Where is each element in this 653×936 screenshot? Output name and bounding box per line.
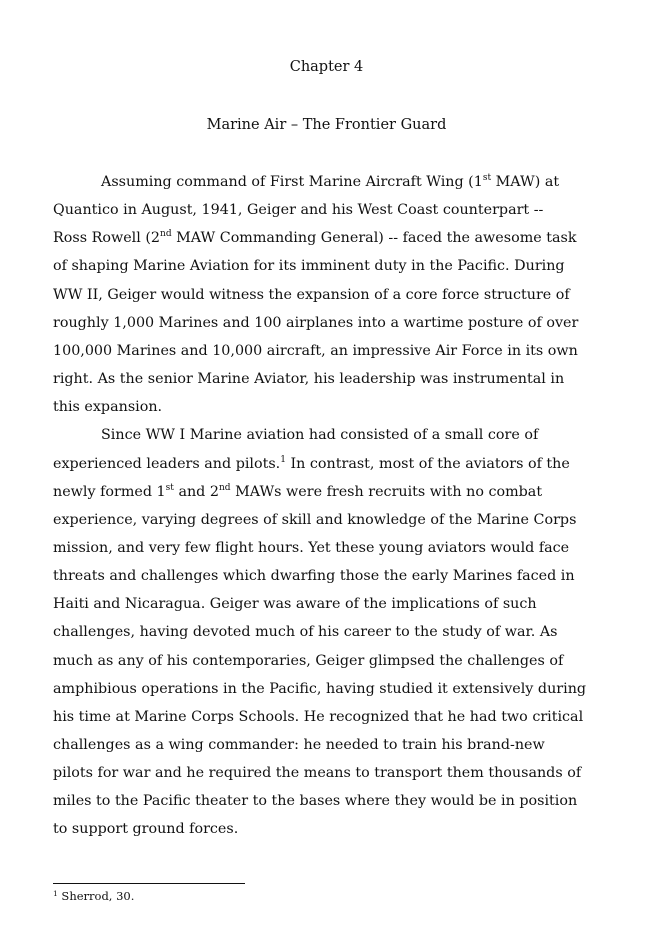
- text-line: [53, 707, 583, 727]
- text-segment: newly formed 1: [53, 483, 166, 500]
- text-segment: right. As the senior Marine Aviator, his leadership was instrumental in: [53, 371, 565, 388]
- text-line: [53, 735, 545, 755]
- text-segment: mission, and very few flight hours. Yet these young aviators would face: [53, 539, 570, 556]
- text-segment: 100,000 Marines and 10,000 aircraft, an impressive Air Force in its own: [53, 342, 578, 359]
- text-line: [53, 482, 542, 502]
- text-segment: miles to the Pacific theater to the bases where they would be in position: [53, 793, 578, 810]
- text-segment: MAW Commanding General) -- faced the awesome task: [171, 230, 577, 247]
- footnote-mark: 1: [53, 889, 58, 898]
- text-line: [53, 819, 238, 839]
- text-line: [53, 341, 578, 361]
- text-segment: of shaping Marine Aviation for its imminent duty in the Pacific. During: [53, 258, 565, 275]
- footnote-divider: [53, 883, 245, 884]
- text-line: [53, 256, 565, 276]
- text-line: [53, 594, 537, 614]
- text-line: [53, 679, 586, 699]
- text-segment: to support ground forces.: [53, 821, 239, 838]
- text-segment: Ross Rowell (2: [53, 230, 161, 247]
- superscript: nd: [160, 229, 172, 240]
- text-line: [53, 200, 543, 220]
- text-segment: WW II, Geiger would witness the expansion of a core force structure of: [53, 286, 570, 303]
- text-segment: threats and challenges which dwarfing those the early Marines faced in: [53, 568, 575, 585]
- text-line: [53, 791, 577, 811]
- footnote-text: Sherrod, 30.: [57, 889, 135, 903]
- text-line: [53, 538, 569, 558]
- superscript: st: [482, 173, 492, 183]
- text-segment: MAWs were fresh recruits with no combat: [230, 483, 543, 500]
- chapter-title: Marine Air – The Frontier Guard: [206, 117, 447, 133]
- text-segment: In contrast, most of the aviators of the: [285, 455, 570, 472]
- text-segment: Since WW I Marine aviation had consisted of a small core of: [101, 427, 539, 444]
- text-segment: Assuming command of First Marine Aircraft Wing (1: [101, 174, 483, 190]
- superscript: 1: [280, 454, 286, 465]
- text-segment: experience, varying degrees of skill and knowledge of the Marine Corps: [53, 511, 577, 528]
- text-segment: his time at Marine Corps Schools. He recognized that he had two critical: [53, 708, 584, 725]
- text-segment: amphibious operations in the Pacific, having studied it extensively during: [53, 680, 587, 697]
- superscript: nd: [218, 482, 231, 493]
- text-segment: Quantico in August, 1941, Geiger and his West Coast counterpart --: [53, 202, 544, 219]
- text-line: [53, 397, 162, 417]
- text-line: [53, 622, 558, 642]
- text-line: [53, 651, 563, 671]
- text-line: [53, 313, 578, 333]
- text-line: [101, 172, 559, 192]
- superscript: st: [165, 482, 174, 493]
- text-line: [53, 763, 581, 783]
- text-segment: and 2: [173, 483, 219, 500]
- text-segment: Haiti and Nicaragua. Geiger was aware of the implications of such: [53, 596, 537, 613]
- chapter-label: Chapter 4: [289, 59, 364, 75]
- text-segment: experienced leaders and pilots.: [53, 455, 281, 472]
- text-segment: this expansion.: [53, 399, 163, 416]
- text-segment: challenges, having devoted much of his career to the study of war. As: [53, 624, 558, 641]
- text-segment: MAW) at: [491, 174, 560, 190]
- text-line: [101, 425, 538, 445]
- text-line: [53, 510, 576, 530]
- footnote: [53, 889, 134, 903]
- text-segment: roughly 1,000 Marines and 100 airplanes into a wartime posture of over: [53, 314, 579, 331]
- text-line: [53, 285, 570, 305]
- text-line: [53, 369, 564, 389]
- text-line: [53, 566, 575, 586]
- text-segment: much as any of his contemporaries, Geiger glimpsed the challenges of: [53, 652, 564, 669]
- text-line: [53, 228, 577, 248]
- text-line: [53, 454, 570, 474]
- text-segment: challenges as a wing commander: he needed to train his brand-new: [53, 737, 545, 753]
- text-segment: pilots for war and he required the means to transport them thousands of: [53, 765, 582, 782]
